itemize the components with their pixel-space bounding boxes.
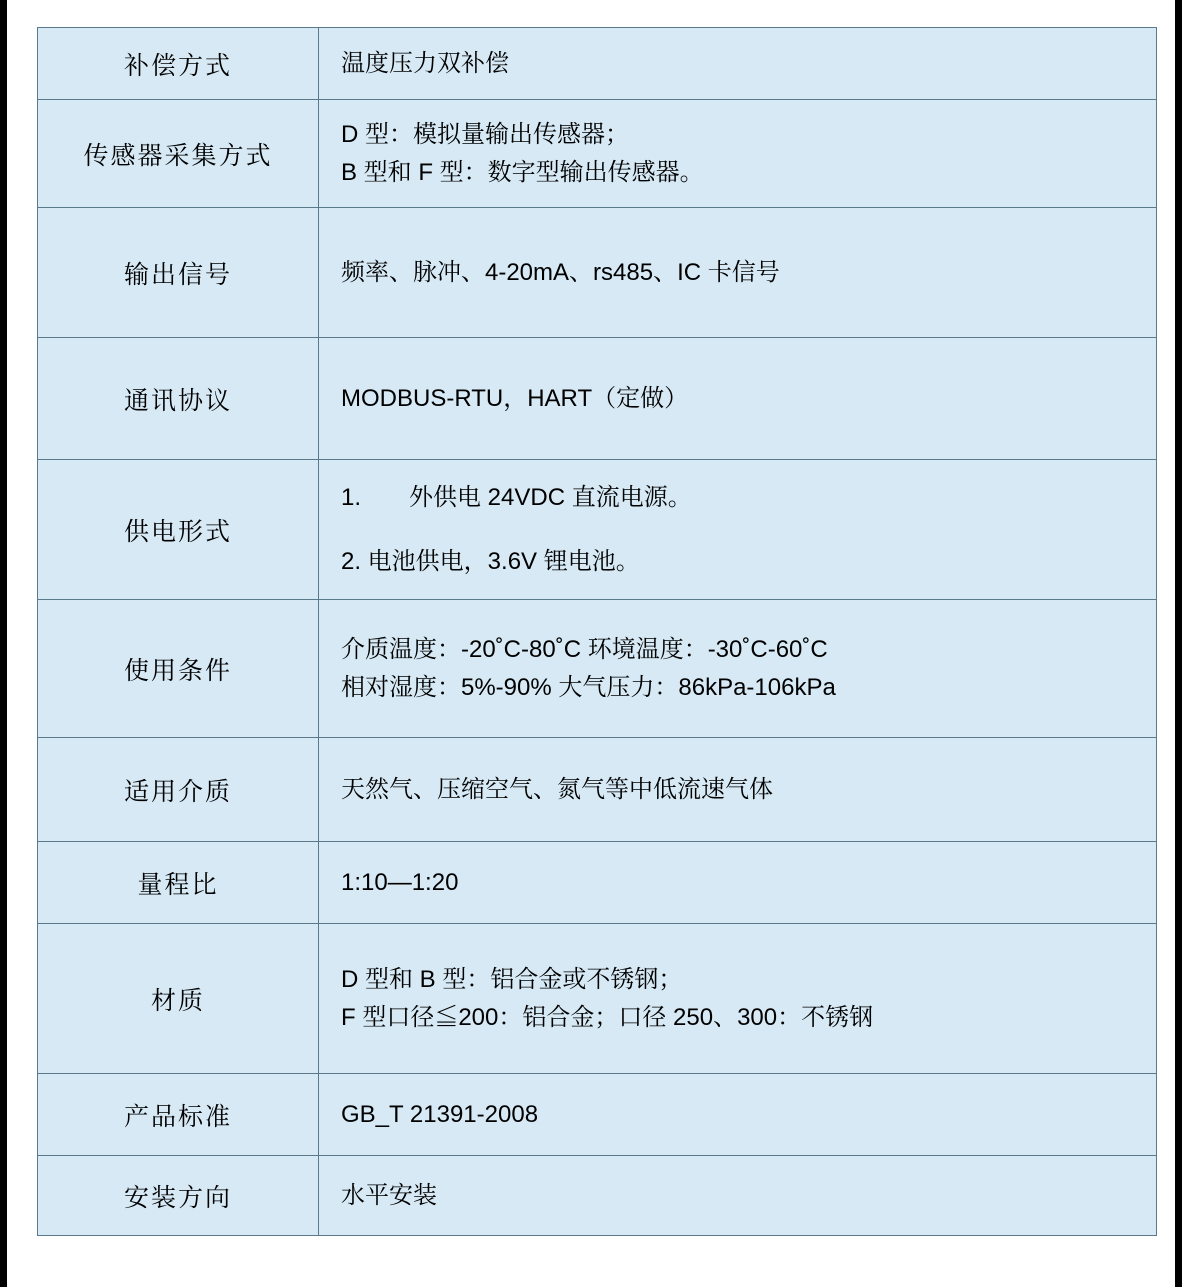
spec-value-line: 2. 电池供电，3.6V 锂电池。: [341, 547, 640, 575]
table-row: [38, 28, 1157, 100]
spec-value-line: D 型：模拟量输出传感器；: [341, 121, 629, 149]
spec-value-line: GB_T 21391-2008: [341, 1100, 539, 1128]
spec-label-cell: 输出信号: [38, 208, 319, 338]
spec-value-cell: [319, 460, 1157, 600]
spec-value-cell: [319, 28, 1157, 100]
table-row: [38, 842, 1157, 924]
spec-value-line: 水平安装: [341, 1181, 437, 1209]
spec-label-cell: 供电形式: [38, 460, 319, 600]
table-row: [38, 208, 1157, 338]
spec-value-line: MODBUS-RTU，HART（定做）: [341, 384, 689, 412]
spec-value-line: B 型和 F 型：数字型输出传感器。: [341, 158, 704, 186]
spec-value-line: 天然气、压缩空气、氮气等中低流速气体: [341, 775, 773, 803]
spec-value-cell: [319, 924, 1157, 1074]
spec-value-cell: [319, 738, 1157, 842]
spec-value-line: D 型和 B 型：铝合金或不锈钢；: [341, 966, 683, 994]
table-row: [38, 338, 1157, 460]
spec-label-cell: 补偿方式: [38, 28, 319, 100]
spec-value-cell: [319, 1156, 1157, 1236]
spec-label-cell: 使用条件: [38, 600, 319, 738]
table-row: [38, 924, 1157, 1074]
spec-label-cell: 通讯协议: [38, 338, 319, 460]
specification-table: [37, 27, 1157, 1236]
spec-label-cell: 传感器采集方式: [38, 100, 319, 208]
spec-value-cell: [319, 842, 1157, 924]
spec-value-line: 介质温度：-20˚C-80˚C 环境温度：-30˚C-60˚C: [341, 636, 828, 664]
table-row: [38, 600, 1157, 738]
spec-value-cell: [319, 100, 1157, 208]
specification-table-body: [38, 28, 1157, 1236]
table-row: [38, 100, 1157, 208]
table-row: [38, 738, 1157, 842]
spec-label-cell: 安装方向: [38, 1156, 319, 1236]
table-row: [38, 1074, 1157, 1156]
spec-value-line: 1:10—1:20: [341, 868, 459, 896]
spec-value-line: 1. 外供电 24VDC 直流电源。: [341, 484, 692, 512]
spec-value-line: 相对湿度：5%-90% 大气压力：86kPa-106kPa: [341, 673, 836, 701]
spec-label-cell: 材质: [38, 924, 319, 1074]
spec-label-cell: 适用介质: [38, 738, 319, 842]
spec-value-cell: [319, 1074, 1157, 1156]
spec-value-cell: [319, 338, 1157, 460]
spec-value-line: 温度压力双补偿: [341, 49, 509, 77]
spec-value-cell: [319, 208, 1157, 338]
spec-value-line: 频率、脉冲、4-20mA、rs485、IC 卡信号: [341, 258, 780, 286]
table-row: [38, 1156, 1157, 1236]
spec-value-cell: [319, 600, 1157, 738]
spec-label-cell: 产品标准: [38, 1074, 319, 1156]
spec-value-line: F 型口径≦200：铝合金；口径 250、300：不锈钢: [341, 1003, 874, 1031]
spec-label-cell: 量程比: [38, 842, 319, 924]
table-row: [38, 460, 1157, 600]
